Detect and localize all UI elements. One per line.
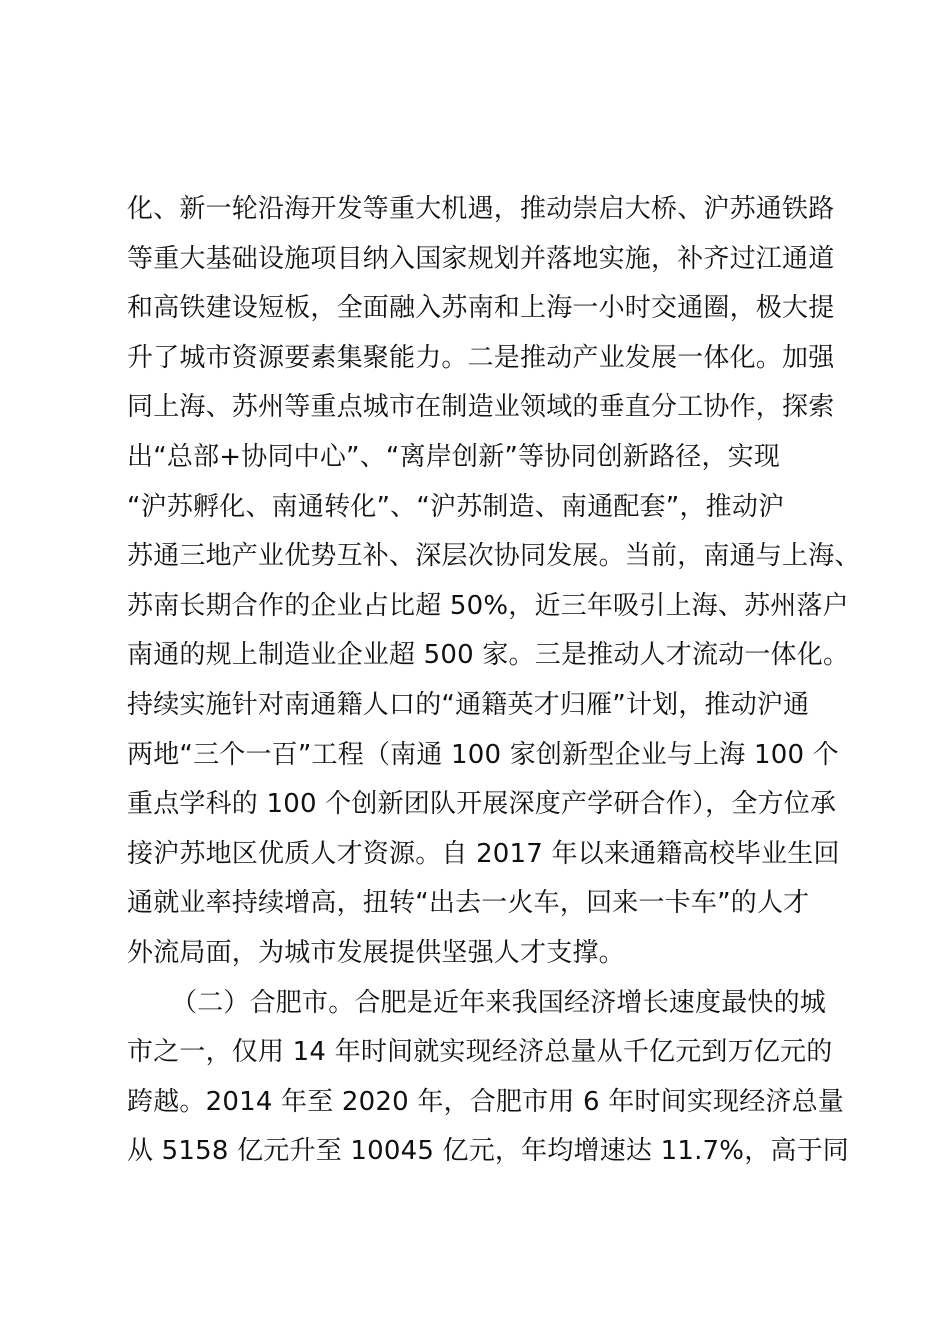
text-line: 和高铁建设短板，全面融入苏南和上海一小时交通圈，极大提: [127, 293, 835, 324]
text-line: 等重大基础设施项目纳入国家规划并落地实施，补齐过江通道: [127, 243, 835, 274]
text-line: 通就业率持续增高，扭转“出去一火车，回来一卡车”的人才: [127, 888, 810, 919]
text-line: 升了城市资源要素集聚能力。二是推动产业发展一体化。加强: [127, 342, 835, 373]
section-heading-line: （二）合肥市。合肥是近年来我国经济增长速度最快的城: [171, 987, 827, 1018]
body-text: [127, 185, 861, 1177]
text-line: 外流局面，为城市发展提供坚强人才支撑。: [127, 937, 625, 968]
text-line: 同上海、苏州等重点城市在制造业领域的垂直分工协作，探索: [127, 392, 835, 423]
text-line: 南通的规上制造业企业超 500 家。三是推动人才流动一体化。: [127, 640, 850, 671]
text-line: 持续实施针对南通籍人口的“通籍英才归雁”计划，推动沪通: [127, 689, 810, 720]
text-line: 两地“三个一百”工程（南通 100 家创新型企业与上海 100 个: [127, 739, 839, 770]
text-line: 苏南长期合作的企业占比超 50%，近三年吸引上海、苏州落户: [127, 590, 849, 621]
text-line: 出“总部+协同中心”、“离岸创新”等协同创新路径，实现: [127, 441, 781, 472]
text-line: 化、新一轮沿海开发等重大机遇，推动崇启大桥、沪苏通铁路: [127, 194, 835, 224]
text-line: 苏通三地产业优势互补、深层次协同发展。当前，南通与上海、: [127, 541, 861, 572]
text-line: 接沪苏地区优质人才资源。自 2017 年以来通籍高校毕业生回: [127, 838, 840, 869]
text-line: 从 5158 亿元升至 10045 亿元，年均增速达 11.7%，高于同: [127, 1136, 849, 1167]
text-line: “沪苏孵化、南通转化”、“沪苏制造、南通配套”，推动沪: [127, 491, 785, 522]
text-line: 重点学科的 100 个创新团队开展深度产学研合作），全方位承: [127, 789, 837, 820]
text-line: 跨越。2014 年至 2020 年，合肥市用 6 年时间实现经济总量: [127, 1086, 845, 1117]
text-line: 市之一，仅用 14 年时间就实现经济总量从千亿元到万亿元的: [127, 1037, 833, 1068]
